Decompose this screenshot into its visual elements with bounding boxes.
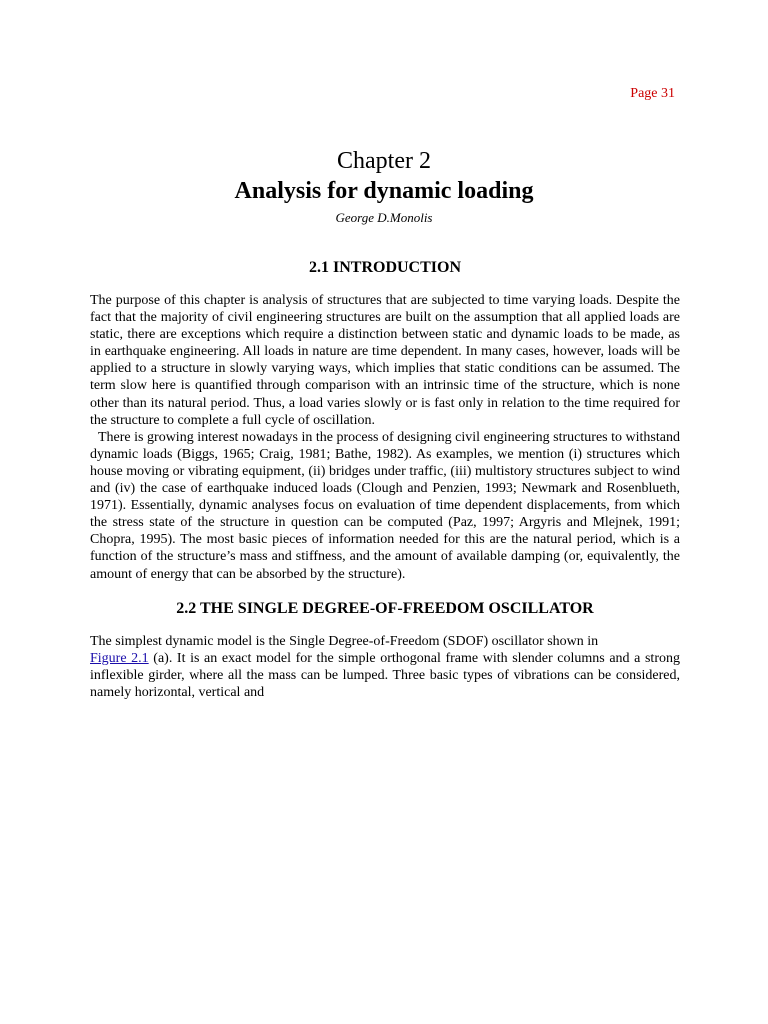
chapter-author: George D.Monolis bbox=[335, 210, 433, 225]
chapter-label: Chapter 2 bbox=[337, 148, 431, 174]
page-number: Page 31 bbox=[630, 86, 675, 101]
section-heading-sdof: 2.2 THE SINGLE DEGREE-OF-FREEDOM OSCILLATOR bbox=[176, 599, 594, 617]
intro-paragraph-2: There is growing interest nowadays in the process of designing civil engineering structures to withstand dynamic loads (Biggs, 1965; Craig, 1981; Bathe, 1982). As examples, we mention (i) structures which house moving or vibrating equipment, (ii) bridges under traffic, (iii) multistory structures subject to wind and (iv) the case of earthquake induced loads (Clough and Penzien, 1993; Newmark and Rosenblueth, 1971). Essentially, dynamic analyses focus on evaluation of time dependent displacements, from which the stress state of the structure in question can be computed (Paz, 1997; Argyris and Mlejnek, 1991; Chopra, 1995). The most basic pieces of information needed for this are the natural period, which is a function of the structure’s mass and stiffness, and the amount of available damping (or, equivalently, the amount of energy that can be absorbed by the structure). bbox=[90, 429, 680, 582]
chapter-header bbox=[0, 146, 768, 226]
sdof-paragraph-rest: (a). It is an exact model for the simple orthogonal frame with slender columns and a strong inflexible girder, where all the mass can be lumped. Three basic types of vibrations can be considered, namely horizontal, vertical and bbox=[90, 650, 680, 700]
section-heading-introduction: 2.1 INTRODUCTION bbox=[308, 259, 461, 276]
chapter-title: Analysis for dynamic loading bbox=[234, 178, 534, 204]
sdof-paragraph-start: The simplest dynamic model is the Single Degree-of-Freedom (SDOF) oscillator shown in bbox=[90, 633, 599, 649]
figure-2-1-link[interactable]: Figure 2.1 bbox=[90, 650, 149, 666]
sdof-paragraph bbox=[90, 633, 680, 701]
intro-paragraph-1: The purpose of this chapter is analysis of structures that are subjected to time varying loads. Despite the fact that the majority of civil engineering structures are built on the assumption that all applied loads are static, there are exceptions which require a distinction between static and dynamic loads to be made, as in earthquake engineering. All loads in nature are time dependent. In many cases, however, loads will be applied to a structure in slowly varying ways, which implies that static conditions can be assumed. The term slow here is quantified through comparison with an intrinsic time of the structure, which is none other than its natural period. Thus, a load varies slowly or is fast only in relation to the time required for the structure to complete a full cycle of oscillation. bbox=[90, 293, 680, 428]
page-body bbox=[90, 258, 680, 701]
